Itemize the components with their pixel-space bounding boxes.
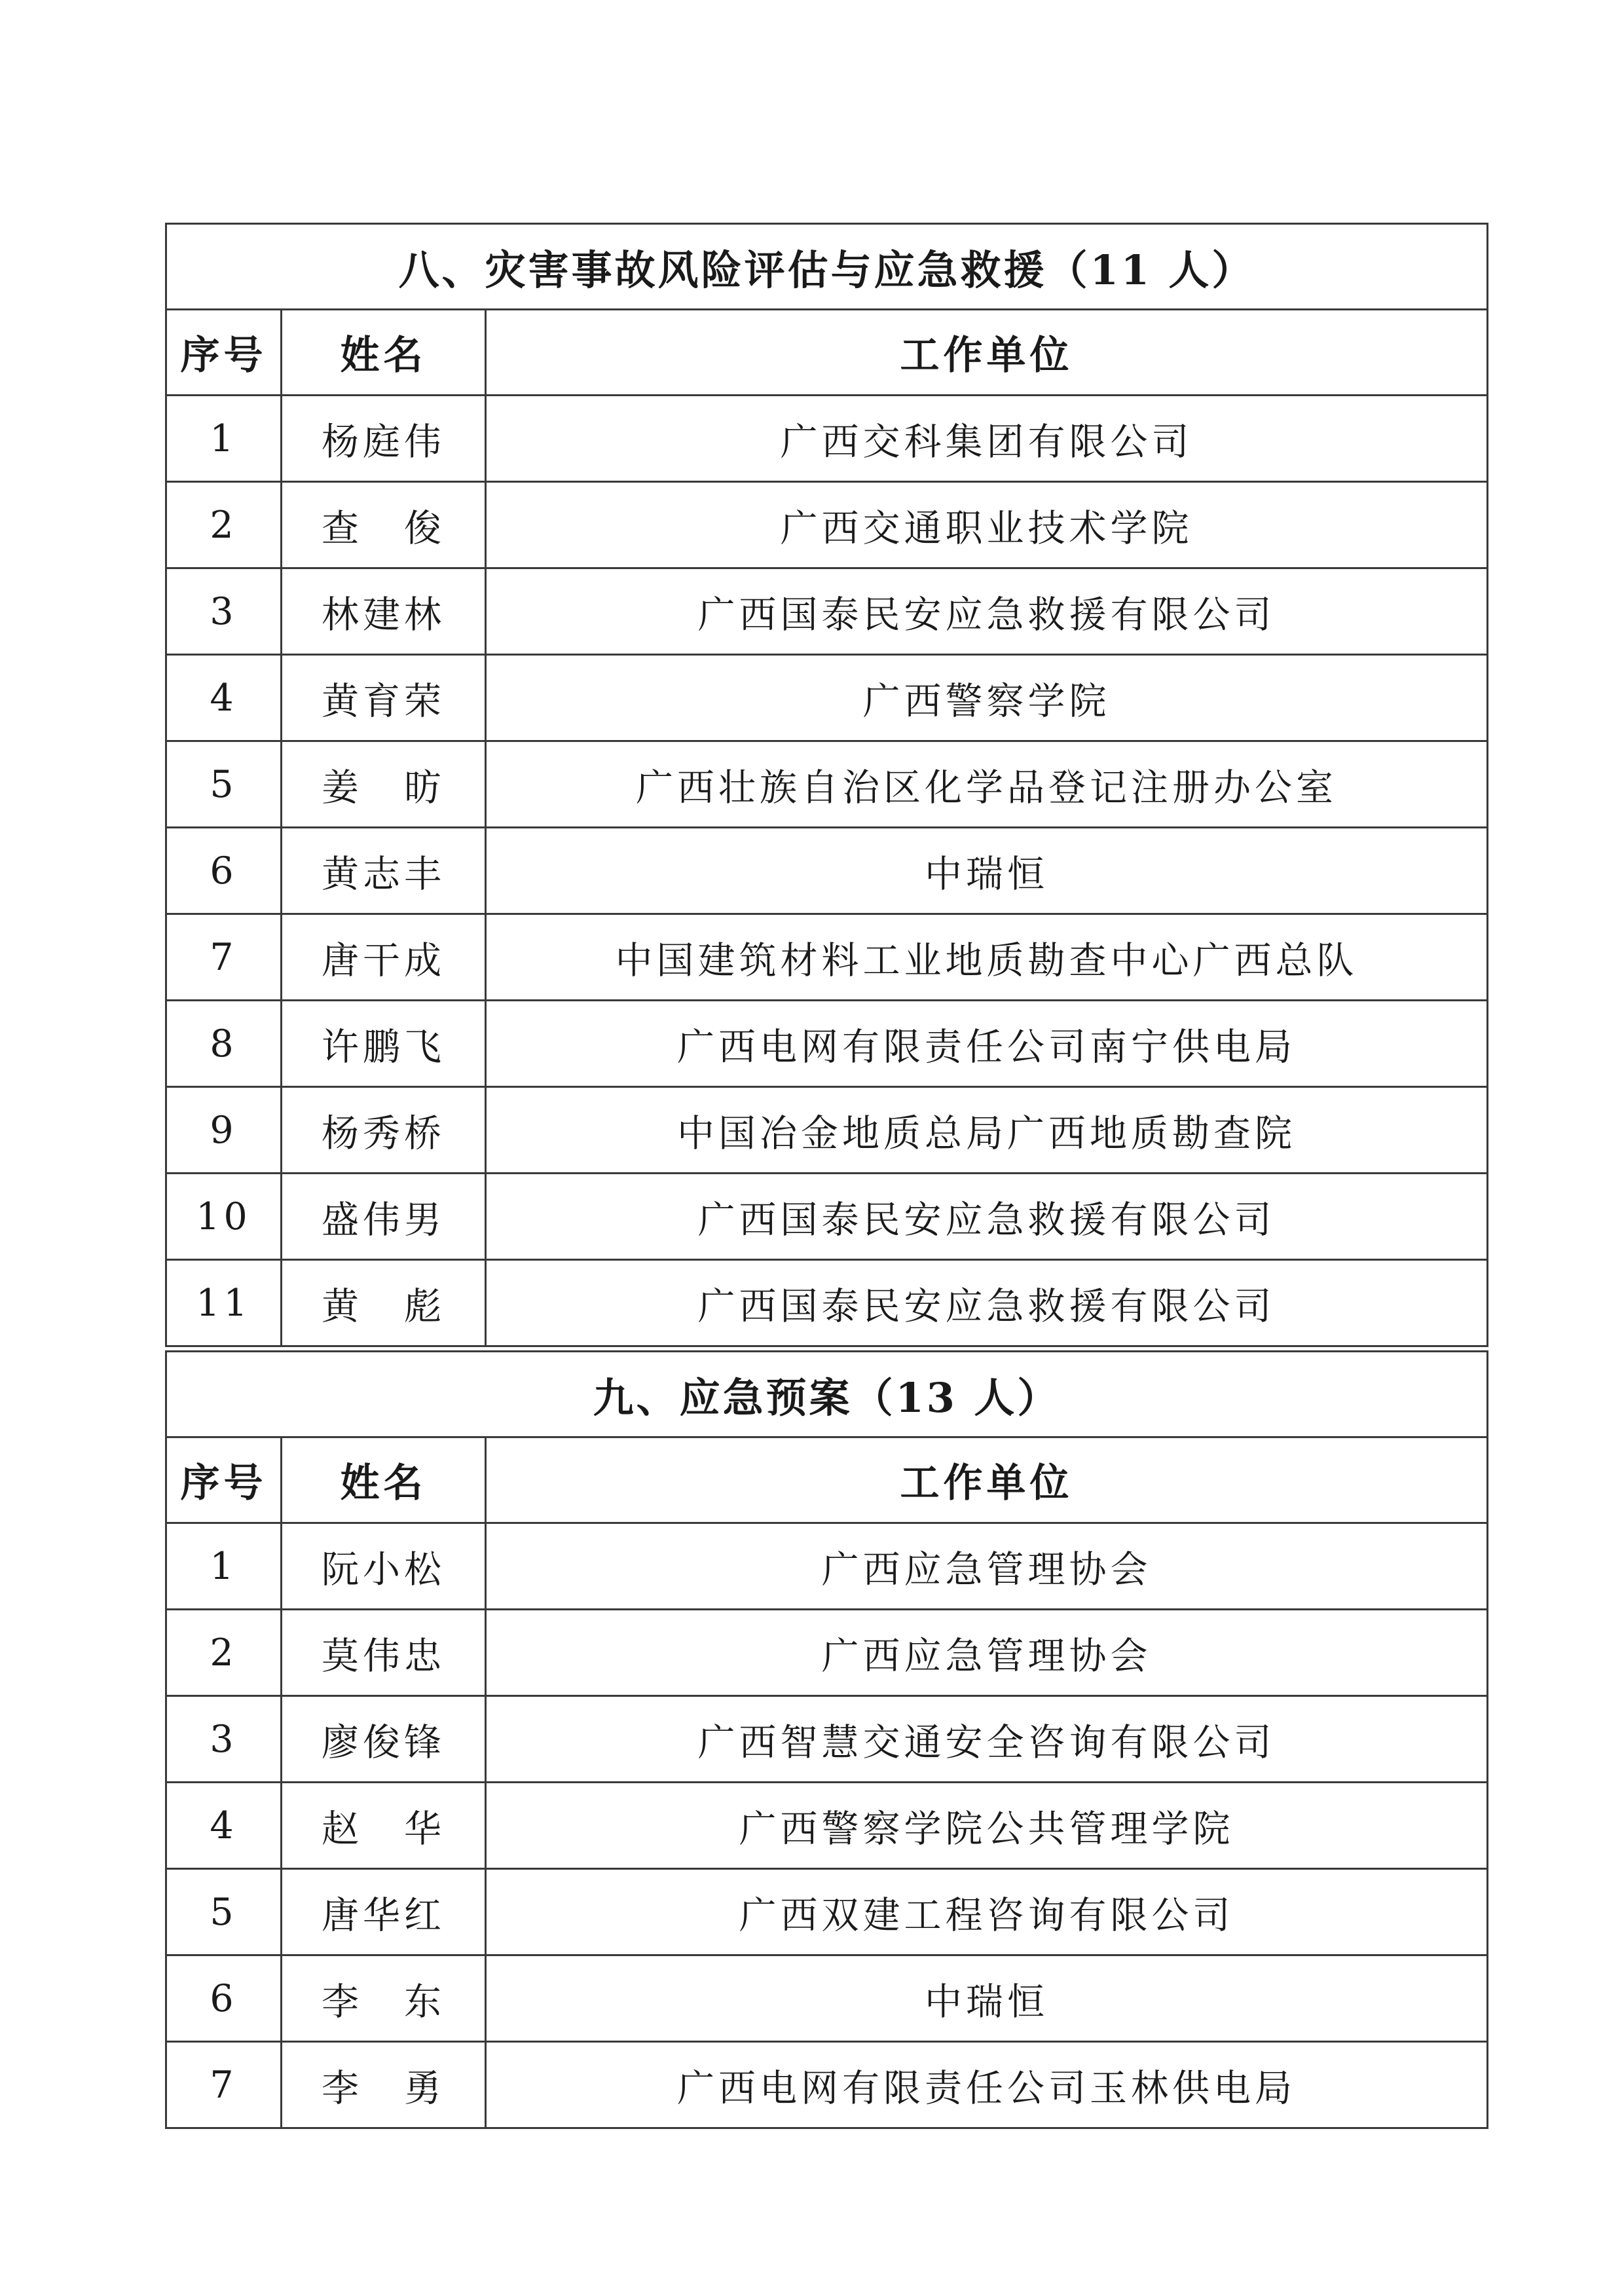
row-seq: 2 [166, 482, 282, 568]
row-seq: 5 [166, 741, 282, 828]
row-unit: 广西智慧交通安全咨询有限公司 [486, 1696, 1488, 1783]
row-name: 赵 华 [282, 1783, 486, 1869]
row-unit: 广西国泰民安应急救援有限公司 [486, 568, 1488, 655]
row-name: 杨庭伟 [282, 396, 486, 482]
table-row [166, 741, 1488, 828]
table-row [166, 1783, 1488, 1869]
section-title: 九、应急预案（13 人） [166, 1352, 1488, 1437]
table-row [166, 1523, 1488, 1610]
section-8-body [166, 224, 1488, 1346]
row-unit: 广西电网有限责任公司南宁供电局 [486, 1001, 1488, 1087]
row-seq: 1 [166, 396, 282, 482]
row-seq: 9 [166, 1087, 282, 1174]
row-seq: 4 [166, 655, 282, 741]
row-seq: 8 [166, 1001, 282, 1087]
row-name: 杨秀桥 [282, 1087, 486, 1174]
row-seq: 10 [166, 1174, 282, 1260]
row-seq: 3 [166, 1696, 282, 1783]
row-seq: 3 [166, 568, 282, 655]
row-name: 莫伟忠 [282, 1610, 486, 1696]
row-unit: 广西交通职业技术学院 [486, 482, 1488, 568]
row-name: 黄志丰 [282, 828, 486, 914]
section-title: 八、灾害事故风险评估与应急救援（11 人） [166, 224, 1488, 310]
row-unit: 中国冶金地质总局广西地质勘查院 [486, 1087, 1488, 1174]
header-seq: 序号 [166, 1437, 282, 1523]
row-name: 李 东 [282, 1955, 486, 2042]
section-9-body [166, 1352, 1488, 2128]
row-seq: 4 [166, 1783, 282, 1869]
header-seq: 序号 [166, 310, 282, 396]
section-8-table [165, 223, 1488, 1347]
section-title-row [166, 224, 1488, 310]
row-unit: 广西电网有限责任公司玉林供电局 [486, 2042, 1488, 2128]
row-unit: 中国建筑材料工业地质勘查中心广西总队 [486, 914, 1488, 1001]
section-9-table [165, 1350, 1488, 2129]
row-unit: 中瑞恒 [486, 828, 1488, 914]
header-unit: 工作单位 [486, 310, 1488, 396]
row-name: 李 勇 [282, 2042, 486, 2128]
section-title-row [166, 1352, 1488, 1437]
row-unit: 广西国泰民安应急救援有限公司 [486, 1174, 1488, 1260]
header-name: 姓名 [282, 1437, 486, 1523]
table-row [166, 1696, 1488, 1783]
row-seq: 6 [166, 828, 282, 914]
table-row [166, 396, 1488, 482]
row-name: 林建林 [282, 568, 486, 655]
row-unit: 广西交科集团有限公司 [486, 396, 1488, 482]
row-name: 查 俊 [282, 482, 486, 568]
row-name: 唐干成 [282, 914, 486, 1001]
row-unit: 广西警察学院 [486, 655, 1488, 741]
table-row [166, 568, 1488, 655]
table-row [166, 2042, 1488, 2128]
row-seq: 7 [166, 914, 282, 1001]
table-row [166, 1001, 1488, 1087]
table-row [166, 1174, 1488, 1260]
row-seq: 7 [166, 2042, 282, 2128]
row-unit: 广西应急管理协会 [486, 1610, 1488, 1696]
table-row [166, 655, 1488, 741]
table-row [166, 1260, 1488, 1346]
row-unit: 广西应急管理协会 [486, 1523, 1488, 1610]
row-name: 廖俊锋 [282, 1696, 486, 1783]
column-header-row [166, 1437, 1488, 1523]
table-row [166, 1087, 1488, 1174]
table-row [166, 1869, 1488, 1955]
table-row [166, 482, 1488, 568]
row-name: 唐华红 [282, 1869, 486, 1955]
row-name: 黄育荣 [282, 655, 486, 741]
row-name: 姜 昉 [282, 741, 486, 828]
column-header-row [166, 310, 1488, 396]
table-row [166, 828, 1488, 914]
header-unit: 工作单位 [486, 1437, 1488, 1523]
row-name: 盛伟男 [282, 1174, 486, 1260]
row-unit: 中瑞恒 [486, 1955, 1488, 2042]
row-seq: 1 [166, 1523, 282, 1610]
row-name: 黄 彪 [282, 1260, 486, 1346]
row-unit: 广西国泰民安应急救援有限公司 [486, 1260, 1488, 1346]
row-seq: 5 [166, 1869, 282, 1955]
row-unit: 广西壮族自治区化学品登记注册办公室 [486, 741, 1488, 828]
header-name: 姓名 [282, 310, 486, 396]
row-name: 阮小松 [282, 1523, 486, 1610]
row-unit: 广西警察学院公共管理学院 [486, 1783, 1488, 1869]
row-unit: 广西双建工程咨询有限公司 [486, 1869, 1488, 1955]
table-row [166, 1610, 1488, 1696]
table-row [166, 1955, 1488, 2042]
table-row [166, 914, 1488, 1001]
row-name: 许鹏飞 [282, 1001, 486, 1087]
row-seq: 2 [166, 1610, 282, 1696]
row-seq: 6 [166, 1955, 282, 2042]
row-seq: 11 [166, 1260, 282, 1346]
